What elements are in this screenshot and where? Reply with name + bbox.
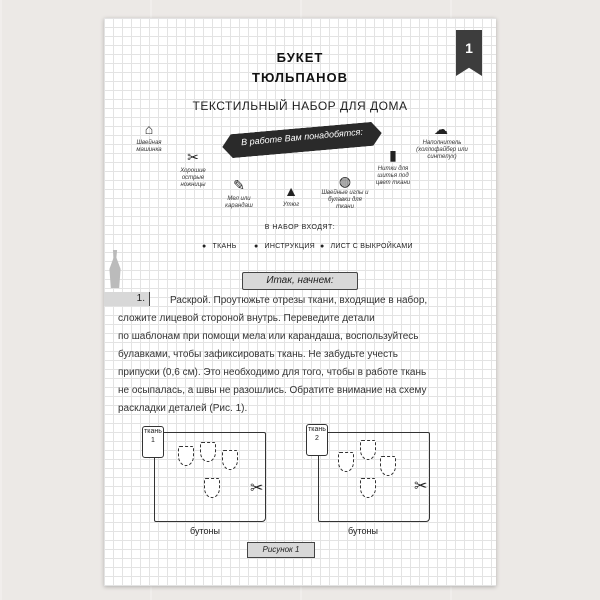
tools-banner-text: В работе Вам понадобятся: bbox=[240, 126, 364, 148]
tool-label: Хорошие острые ножницы bbox=[180, 168, 206, 188]
step-text-line: припуски (0,6 см). Это необходимо для того, чтобы в работе ткань bbox=[118, 367, 427, 378]
subtitle: ТЕКСТИЛЬНЫЙ НАБОР ДЛЯ ДОМА bbox=[192, 99, 408, 113]
tulip-bud-shape bbox=[380, 456, 396, 476]
fabric-tag-2: ткань 2 bbox=[306, 424, 328, 456]
tulip-bud-shape bbox=[204, 478, 220, 498]
kit-item: ● ТКАНЬ bbox=[202, 243, 237, 250]
kit-item: ● ЛИСТ С ВЫКРОЙКАМИ bbox=[320, 243, 413, 250]
title-line2: ТЮЛЬПАНОВ bbox=[252, 70, 348, 85]
tulip-bud-shape bbox=[222, 450, 238, 470]
filler-icon: ☁ bbox=[434, 121, 448, 137]
tool-label: Мел или карандаш bbox=[225, 196, 253, 209]
tulip-bud-shape bbox=[360, 478, 376, 498]
step-text-line: Раскрой. Проутюжьте отрезы ткани, входящие в набор, bbox=[170, 295, 428, 306]
step-text bbox=[118, 292, 478, 418]
scissors-icon: ✂ bbox=[250, 480, 264, 497]
page-number: 1 bbox=[465, 40, 473, 56]
step-text-line: булавками, чтобы зафиксировать ткань. Не забудьте учесть bbox=[118, 349, 398, 360]
vase-decoration bbox=[108, 250, 122, 288]
pincushion-icon: ◍ bbox=[338, 173, 352, 189]
kit-title: В НАБОР ВХОДЯТ: bbox=[264, 224, 336, 231]
kit-item: ● ИНСТРУКЦИЯ bbox=[254, 243, 315, 250]
scissors-icon: ✂ bbox=[414, 478, 428, 495]
tool-label: Швейная машинка bbox=[136, 140, 162, 153]
step-text-line: по шаблонам при помощи мела или карандаша, воспользуйтесь bbox=[118, 331, 419, 342]
sewing-machine-icon: ⌂ bbox=[144, 121, 154, 137]
step-number: 1. bbox=[104, 292, 150, 306]
step-text-line: не осыпалась, а швы не разошлись. Обратите внимание на схему bbox=[118, 385, 427, 396]
tulip-bud-shape bbox=[178, 446, 194, 466]
scissors-icon: ✂ bbox=[187, 149, 199, 165]
step-text-line: сложите лицевой стороной внутрь. Переведите детали bbox=[118, 313, 375, 324]
tool-label: Нитки для шитья под цвет ткани bbox=[375, 166, 411, 186]
tool-label: Утюг bbox=[282, 202, 300, 208]
tulip-bud-shape bbox=[338, 452, 354, 472]
thread-icon: ▮ bbox=[389, 147, 397, 163]
figure-label: бутоны bbox=[348, 526, 378, 536]
tool-label: Наполнитель (холлофайбер или синтепух) bbox=[416, 140, 468, 160]
start-banner: Итак, начнем: bbox=[242, 272, 358, 290]
fabric-tag-1: ткань 1 bbox=[142, 426, 164, 458]
iron-icon: ▲ bbox=[284, 183, 298, 199]
title-line1: БУКЕТ bbox=[276, 50, 324, 65]
tool-label: Швейные иглы и булавки для ткани bbox=[321, 190, 369, 210]
instruction-page bbox=[104, 18, 496, 586]
figure-label: бутоны bbox=[190, 526, 220, 536]
figure-caption: Рисунок 1 bbox=[247, 542, 315, 558]
tulip-bud-shape bbox=[360, 440, 376, 460]
chalk-icon: ✎ bbox=[233, 177, 245, 193]
step-text-line: раскладки деталей (Рис. 1). bbox=[118, 403, 248, 414]
tulip-bud-shape bbox=[200, 442, 216, 462]
